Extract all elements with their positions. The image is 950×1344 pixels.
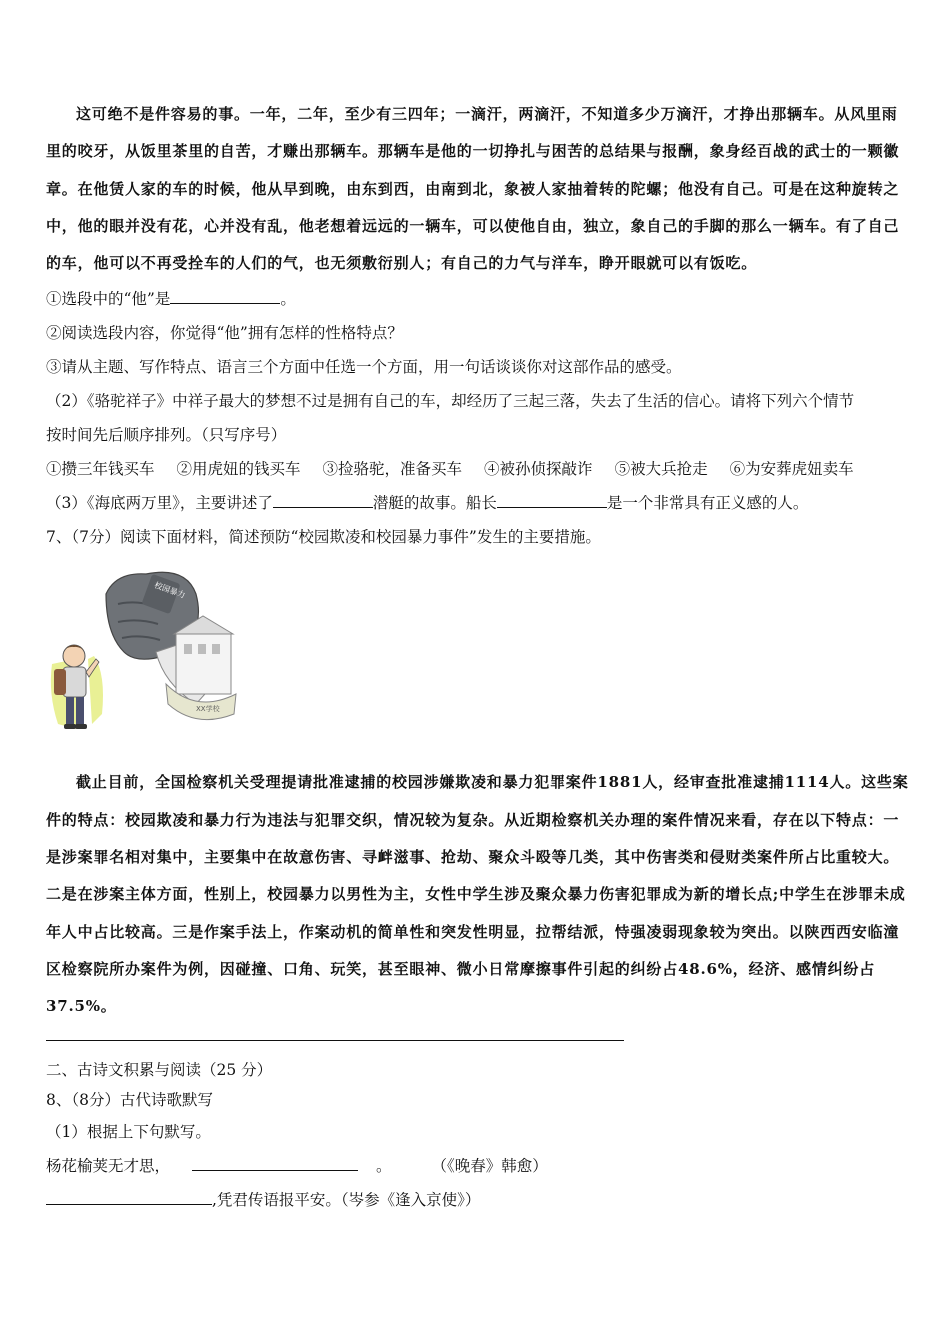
option-2: ②用虎妞的钱买车 [176,460,301,479]
answer-blank[interactable] [46,1188,212,1205]
answer-blank[interactable] [192,1154,358,1171]
answer-blank[interactable] [497,492,607,509]
question-7: 7、（7分）阅读下面材料，简述预防“校园欺凌和校园暴力事件”发生的主要措施。 [46,528,601,547]
boy-backpack [54,669,66,695]
question-5-text-2: 潜艇的故事。船长 [372,494,497,513]
school-violence-illustration [46,564,246,746]
question-3: ③请从主题、写作特点、语言三个方面中任选一个方面，用一句话谈谈你对这部作品的感受。 [46,358,682,377]
section-heading: 二、古诗文积累与阅读（25 分） [46,1060,273,1079]
plot-options [46,452,912,486]
question-5-text-1: （3）《海底两万里》，主要讲述了 [46,494,273,513]
answer-blank[interactable] [170,288,280,305]
question-4-line-2: 按时间先后顺序排列。（只写序号） [46,426,287,445]
poem-line-1 [46,1149,912,1183]
option-3: ③捡骆驼，准备买车 [322,460,463,479]
boy-leg [66,697,74,725]
school-window [198,644,206,654]
question-8: 8、（8分）古代诗歌默写 [46,1090,213,1109]
boy-shirt [63,667,86,697]
question-4-line-1: （2）《骆驼祥子》中祥子最大的梦想不过是拥有自己的车，却经历了三起三落，失去了生活的信心。请将下列六个情节 [46,392,855,411]
question-1-end: 。 [280,290,296,309]
question-5 [46,486,912,520]
school-building [176,634,231,694]
reading-passage-school-violence: 截止目前，全国检察机关受理提请批准逮捕的校园涉嫌欺凌和暴力犯罪案件1881人，经审查批准逮捕1114人。这些案件的特点：校园欺凌和暴力行为违法与犯罪交织，情况较为复杂。从近期检察机关办理的案件情况来看，存在以下特点：一是涉案罪名相对集中，主要集中在故意伤害、寻衅滋事、抢劫、聚众斗殴等几类，其中伤害类和侵财类案件所占比重较大。二是在涉案主体方面，性别上，校园暴力以男性为主，女性中学生涉及聚众暴力伤害犯罪成为新的增长点;中学生在涉罪未成年人中占比较高。三是作案手法上，作案动机的简单性和突发性明显，拉帮结派，恃强凌弱现象较为突出。以陕西西安临潼区检察院所办案件为例，因碰撞、口角、玩笑，甚至眼神、微小日常摩擦事件引起的纠纷占48.6%，经济、感情纠纷占37.5%。 [46,773,909,1016]
answer-blank[interactable] [273,492,373,509]
reading-passage-camel-xiangzi: 这可绝不是件容易的事。一年，二年，至少有三四年；一滴汗，两滴汗，不知道多少万滴汗，才挣出那辆车。从风里雨里的咬牙，从饭里茶里的自苦，才赚出那辆车。那辆车是他的一切挣扎与困苦的总结果与报酬，象身经百战的武士的一颗徽章。在他赁人家的车的时候，他从早到晚，由东到西，由南到北，象被人家抽着转的陀螺；他没有自己。可是在这种旋转之中，他的眼并没有花，心并没有乱，他老想着远远的一辆车，可以使他自由，独立，象自己的手脚的那么一辆车。有了自己的车，他可以不再受拴车的人们的气，也无须敷衍别人；有自己的力气与洋车，睁开眼就可以有饭吃。 [46,105,900,273]
exam-page [46,96,912,1217]
question-1 [46,282,912,316]
poem-2-text: ,凭君传语报平安。（岑参《逢入京使》） [212,1190,481,1209]
school-window [184,644,192,654]
question-5-text-3: 是一个非常具有正义感的人。 [606,494,809,513]
school-name-label: XX学校 [196,705,220,714]
poem-1-end: 。 [376,1156,392,1175]
poem-line-2 [46,1183,912,1217]
option-1: ①攒三年钱买车 [46,460,155,479]
question-1-text: ①选段中的“他”是 [46,290,171,309]
boy-head [63,645,85,667]
option-5: ⑤被大兵抢走 [614,460,708,479]
option-4: ④被孙侦探敲诈 [484,460,593,479]
question-2: ②阅读选段内容，你觉得“他”拥有怎样的性格特点？ [46,324,403,343]
boy-shoe [75,724,87,729]
school-window [212,644,220,654]
answer-line[interactable] [46,1034,624,1041]
boy-leg [76,697,84,725]
boy-shoe [64,724,76,729]
question-8-sub-1: （1）根据上下句默写。 [46,1122,211,1141]
poem-1-source: （《晚春》韩愈） [431,1156,548,1175]
poem-1-text: 杨花榆荚无才思， [46,1156,171,1175]
illustration-svg [46,564,246,746]
fist-label: 校园暴力 [153,581,187,601]
option-6: ⑥为安葬虎妞卖车 [729,460,854,479]
